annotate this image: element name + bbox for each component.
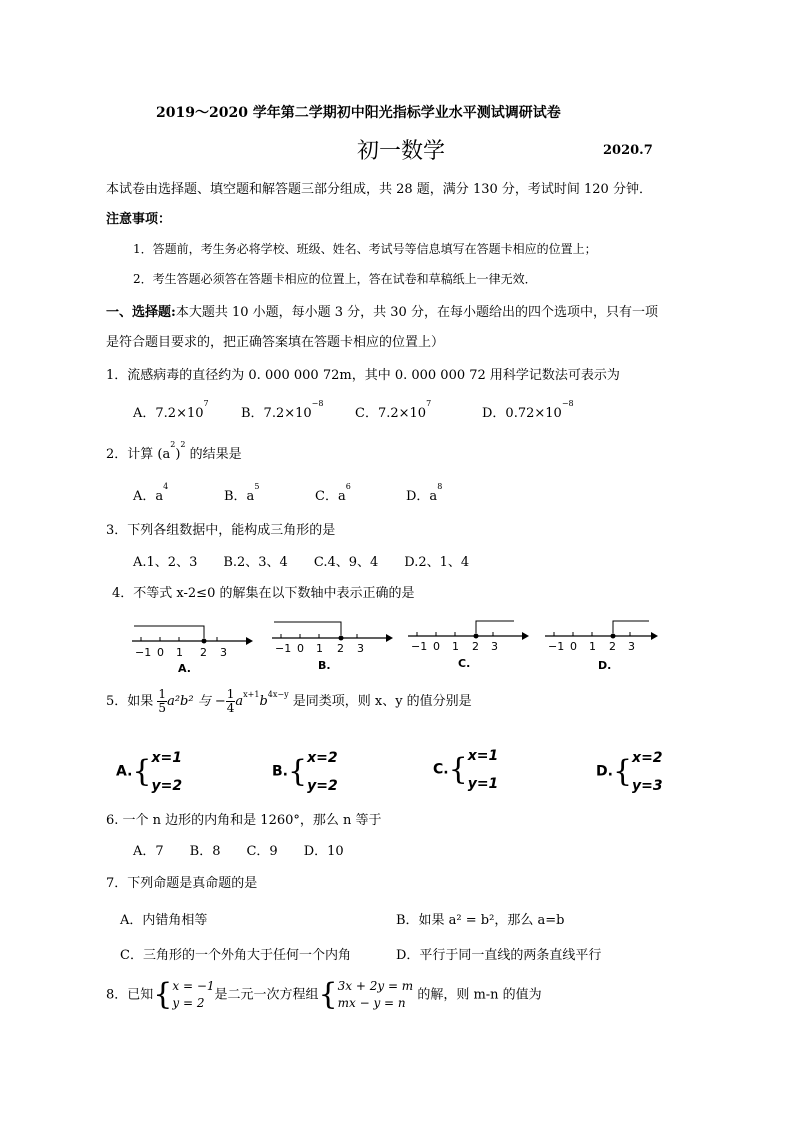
intro-text: 本试卷由选择题、填空题和解答题三部分组成，共 28 题，满分 130 分，考试时间 120 分钟．	[106, 182, 652, 197]
svg-text:2: 2	[337, 642, 344, 655]
svg-text:−1: −1	[411, 640, 428, 653]
q2-stem: 2．计算 $(a^2)^2$ 的结果是	[106, 440, 242, 462]
svg-text:0: 0	[570, 640, 577, 653]
section-1-line-1	[106, 301, 658, 320]
number-line-c	[404, 614, 529, 678]
q7-option-d: D．平行于同一直线的两条直线平行	[396, 948, 602, 963]
exam-date: 2020.7	[603, 143, 653, 158]
q3-stem: 3．下列各组数据中，能构成三角形的是	[106, 523, 336, 538]
exam-title: 2019～2020 学年第二学期初中阳光指标学业水平测试调研试卷	[156, 105, 561, 121]
svg-text:2: 2	[472, 640, 479, 653]
svg-text:−1: −1	[548, 640, 565, 653]
q4-stem: 4．不等式 x-2≤0 的解集在以下数轴中表示正确的是	[112, 586, 415, 601]
svg-text:1: 1	[316, 642, 323, 655]
number-line-b	[268, 614, 393, 678]
notice-item-1: 1．答题前，考生务必将学校、班级、姓名、考试号等信息填写在答题卡相应的位置上；	[133, 242, 597, 256]
subject-title: 初一数学	[357, 139, 446, 164]
q7-option-a: A．内错角相等	[120, 913, 208, 928]
svg-text:3: 3	[628, 640, 635, 653]
q2-option-b: B．$a^5$	[224, 482, 260, 504]
q2-option-c: C．$a^6$	[315, 482, 351, 504]
q2-option-a: A．$a^4$	[133, 482, 169, 504]
q6-stem: 6. 一个 n 边形的内角和是 1260°，那么 n 等于	[106, 813, 382, 828]
q1-option-d: D．$0.72\times 10^{-8}$	[482, 399, 574, 421]
notice-heading: 注意事项：	[106, 212, 172, 227]
section-label: 一、选择题:	[106, 305, 176, 320]
option-b-label: B.	[318, 659, 331, 672]
svg-text:1: 1	[452, 640, 459, 653]
svg-text:2: 2	[609, 640, 616, 653]
q1-option-c: C．$7.2\times 10^7$	[355, 399, 432, 421]
q1-stem: 1．流感病毒的直径约为 0. 000 000 72m，其中 0. 000 000 72 用科学记数法可表示为	[106, 368, 620, 383]
svg-text:−1: −1	[135, 646, 152, 659]
svg-text:−1: −1	[275, 642, 292, 655]
q8-stem: 8．已知{ x = −1 y = 2 是二元一次方程组{ 3x + 2y = m mx − y = n 的解，则 m-n 的值为	[106, 977, 542, 1012]
q7-option-c: C．三角形的一个外角大于任何一个内角	[120, 948, 351, 963]
svg-text:1: 1	[176, 646, 183, 659]
q1-option-a: A．$7.2\times 10^7$	[133, 399, 209, 421]
q5-option-a: A.{ x=1 y=2	[116, 750, 183, 794]
section-text-1: 本大题共 10 小题，每小题 3 分，共 30 分，在每小题给出的四个选项中，只有一项	[175, 305, 658, 320]
q7-option-b: B．如果 a² = b²，那么 a=b	[396, 913, 565, 928]
svg-text:1: 1	[589, 640, 596, 653]
svg-text:3: 3	[491, 640, 498, 653]
svg-text:0: 0	[433, 640, 440, 653]
svg-text:2: 2	[200, 646, 207, 659]
number-line-a	[128, 614, 253, 678]
option-d-label: D.	[598, 659, 612, 672]
number-line-d	[541, 614, 666, 678]
q5-option-d: D.{ x=2 y=3	[596, 750, 663, 794]
notice-item-2: 2．考生答题必须答在答题卡相应的位置上，答在试卷和草稿纸上一律无效．	[133, 272, 537, 286]
svg-text:3: 3	[220, 646, 227, 659]
q6-options: A．7 B．8 C．9 D．10	[133, 844, 344, 859]
svg-text:0: 0	[157, 646, 164, 659]
q1-option-b: B．$7.2\times 10^{-8}$	[241, 399, 324, 421]
q7-stem: 7．下列命题是真命题的是	[106, 876, 258, 891]
q2-option-d: D．$a^8$	[406, 482, 443, 504]
q3-options: A.1、2、3 B.2、3、4 C.4、9、4 D.2、1、4	[133, 555, 470, 570]
option-c-label: C.	[458, 657, 471, 670]
q5-stem: 5．如果 $\frac{1}{5}$ a²b² 与 − $\frac{1}{4}$ $a^{x+1}b^{4x-y}$ 是同类项，则 x、y 的值分别是	[106, 687, 472, 715]
svg-text:0: 0	[297, 642, 304, 655]
svg-text:3: 3	[357, 642, 364, 655]
section-text-2: 是符合题目要求的，把正确答案填在答题卡相应的位置上）	[106, 335, 445, 350]
q5-option-b: B.{ x=2 y=2	[272, 750, 338, 794]
q5-option-c: C.{ x=1 y=1	[433, 748, 499, 792]
option-a-label: A.	[178, 662, 191, 675]
